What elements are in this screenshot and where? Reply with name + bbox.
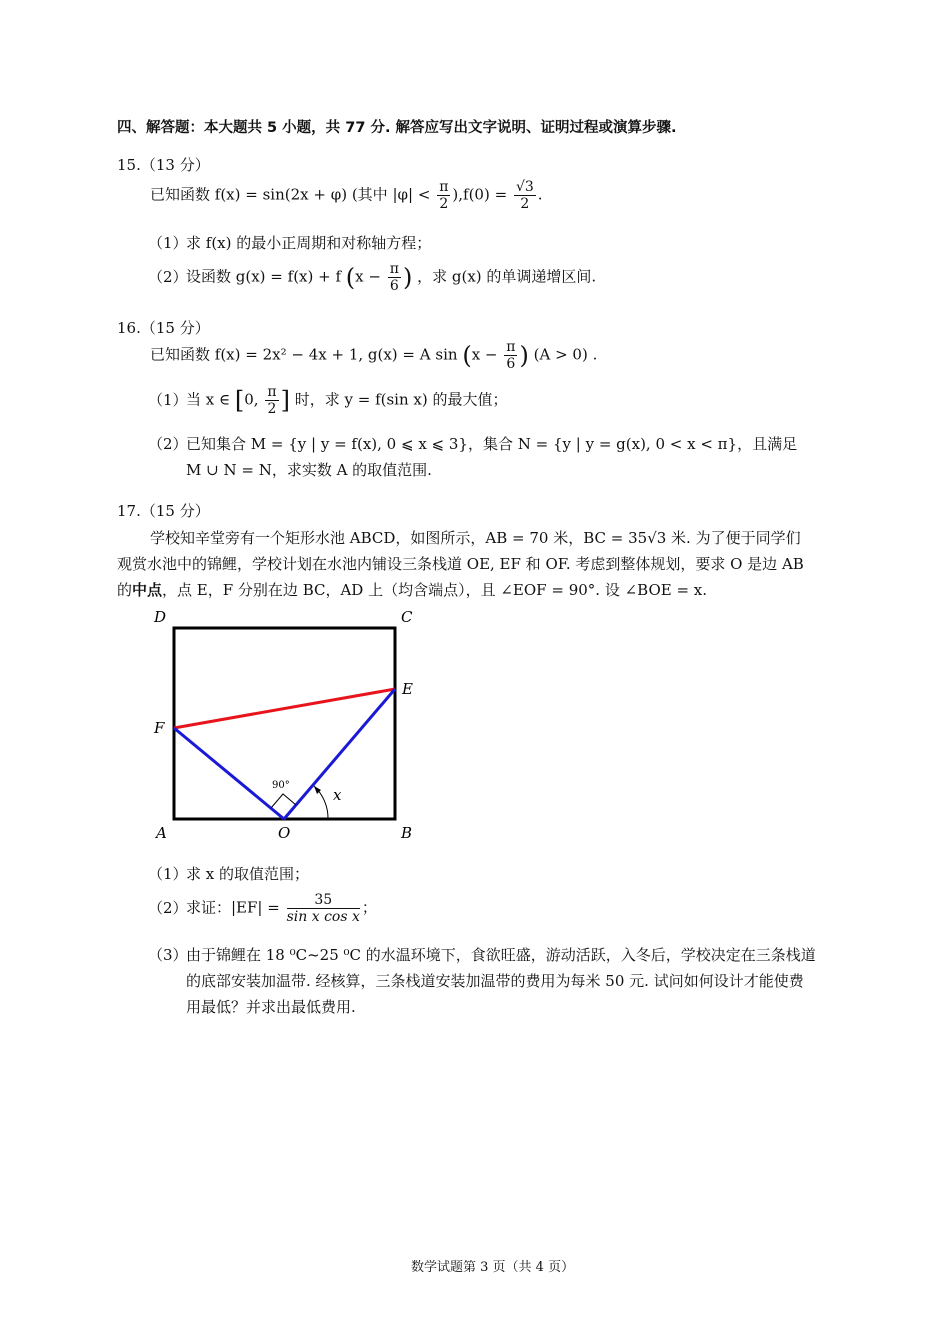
q15-frac-sqrt3-2: $\frac{√3}{2}$ xyxy=(515,179,534,212)
q17-part3-line3: 用最低？并求出最低费用. xyxy=(186,998,356,1016)
q16-header: 16.（15 分） xyxy=(117,319,210,337)
q15-part1-text: 求 f(x) 的最小正周期和对称轴方程； xyxy=(186,234,432,252)
q15-stem-b: ),f(0) = xyxy=(452,185,508,204)
q16-part1-c: 时，求 y = f(sin x) 的最大值； xyxy=(294,390,508,409)
q15-part1 xyxy=(148,232,431,253)
label-F: F xyxy=(154,719,165,737)
q15-part2-num: （2） xyxy=(148,267,188,286)
q17-part2 xyxy=(148,893,377,924)
label-E: E xyxy=(402,680,413,698)
q16-stem-a: 已知函数 f(x) = 2x² − 4x + 1, g(x) = A sin xyxy=(150,345,458,364)
q16-part1-a: 当 x ∈ xyxy=(186,390,231,409)
section-heading: 四、解答题：本大题共 5 小题，共 77 分. 解答应写出文字说明、证明过程或演算步骤. xyxy=(117,120,677,136)
q17-midpoint-emphasis: 中点 xyxy=(132,581,163,599)
walkway-ef xyxy=(174,689,395,728)
q15-part1-num: （1） xyxy=(148,234,188,252)
q15-part2: （2）设函数 g(x) = f(x) + f (x − $\frac{\pi}{6}$ ) ，求 g(x) 的单调递增区间. xyxy=(148,261,597,294)
q17-part3-line2: 的底部安装加温带. 经核算，三条栈道安装加温带的费用为每米 50 元. 试问如何设计才能使费 xyxy=(186,972,804,990)
q15-frac-pi-2: $\frac{\pi}{2}$ xyxy=(439,179,449,212)
q17-part2-num: （2） xyxy=(148,898,188,917)
label-O: O xyxy=(278,824,291,842)
pool-figure xyxy=(140,600,440,850)
q16-part2 xyxy=(148,433,797,454)
q17-part2-b: ； xyxy=(361,898,377,917)
q16-part1-b: 0, xyxy=(244,390,259,409)
q16-part2-line2: M ∪ N = N，求实数 A 的取值范围. xyxy=(186,461,432,479)
q16-frac-pi-2: $\frac{\pi}{2}$ xyxy=(267,384,277,417)
q16-stem-c: (A > 0) . xyxy=(533,345,598,364)
page-footer: 数学试题第 3 页（共 4 页） xyxy=(411,1260,575,1275)
q17-part3-num: （3） xyxy=(148,946,188,964)
label-C: C xyxy=(401,608,413,626)
walkway-of xyxy=(174,728,284,819)
label-D: D xyxy=(154,608,167,626)
q16-frac-pi-6: $\frac{\pi}{6}$ xyxy=(506,339,516,372)
label-90-degrees: 90° xyxy=(272,780,290,791)
label-A: A xyxy=(156,824,167,842)
q17-part2-a: 求证：|EF| = xyxy=(186,898,280,917)
q16-part1-num: （1） xyxy=(148,390,188,409)
q16-stem-b: x − xyxy=(471,345,498,364)
q17-stem-line1: 学校知辛堂旁有一个矩形水池 ABCD，如图所示，AB = 70 米，BC = 35√3 米. 为了便于同学们 xyxy=(150,529,801,547)
q15-part2-b: x − xyxy=(355,267,381,286)
q17-part1-text: 求 x 的取值范围； xyxy=(186,865,309,883)
label-B: B xyxy=(401,824,413,842)
q17-frac-ef: $\frac{35}{\text{sin x cos x}}$ xyxy=(286,892,360,925)
q16-part2-line1: 已知集合 M = {y | y = f(x), 0 ⩽ x ⩽ 3}，集合 N = {y | y = g(x), 0 < x < π}，且满足 xyxy=(186,435,798,453)
q17-part1 xyxy=(148,863,309,884)
q17-stem-line3: 的中点，点 E，F 分别在边 BC，AD 上（均含端点），且 ∠EOF = 90°. 设 ∠BOE = x. xyxy=(117,581,708,599)
q17-part3 xyxy=(148,944,816,965)
q17-header: 17.（15 分） xyxy=(117,502,210,520)
q15-header: 15.（13 分） xyxy=(117,156,210,174)
q15-stem xyxy=(150,180,543,211)
q15-part2-c: ，求 g(x) 的单调递增区间. xyxy=(417,267,597,286)
q15-stem-c: . xyxy=(537,185,543,204)
right-angle-marker xyxy=(271,794,296,808)
label-x: x xyxy=(333,786,342,804)
q16-part2-num: （2） xyxy=(148,435,188,453)
q15-stem-a: 已知函数 f(x) = sin(2x + φ) (其中 |φ| < xyxy=(150,185,431,204)
q16-stem: 已知函数 f(x) = 2x² − 4x + 1, g(x) = A sin (x − $\frac{\pi}{6}$ ) (A > 0) . xyxy=(150,339,598,372)
q17-part1-num: （1） xyxy=(148,865,188,883)
q16-part1: （1）当 x ∈ [0, $\frac{\pi}{2}$ ] 时，求 y = f(sin x) 的最大值； xyxy=(148,384,508,417)
q15-part2-a: 设函数 g(x) = f(x) + f xyxy=(186,267,342,286)
q17-stem-line2: 观赏水池中的锦鲤，学校计划在水池内铺设三条栈道 OE, EF 和 OF. 考虑到整体规划，要求 O 是边 AB xyxy=(117,555,804,573)
q17-part3-line1: 由于锦鲤在 18 ⁰C~25 ⁰C 的水温环境下，食欲旺盛，游动活跃，入冬后，学校决定在三条栈道 xyxy=(186,946,816,964)
q15-frac-pi-6: $\frac{\pi}{6}$ xyxy=(389,261,399,294)
